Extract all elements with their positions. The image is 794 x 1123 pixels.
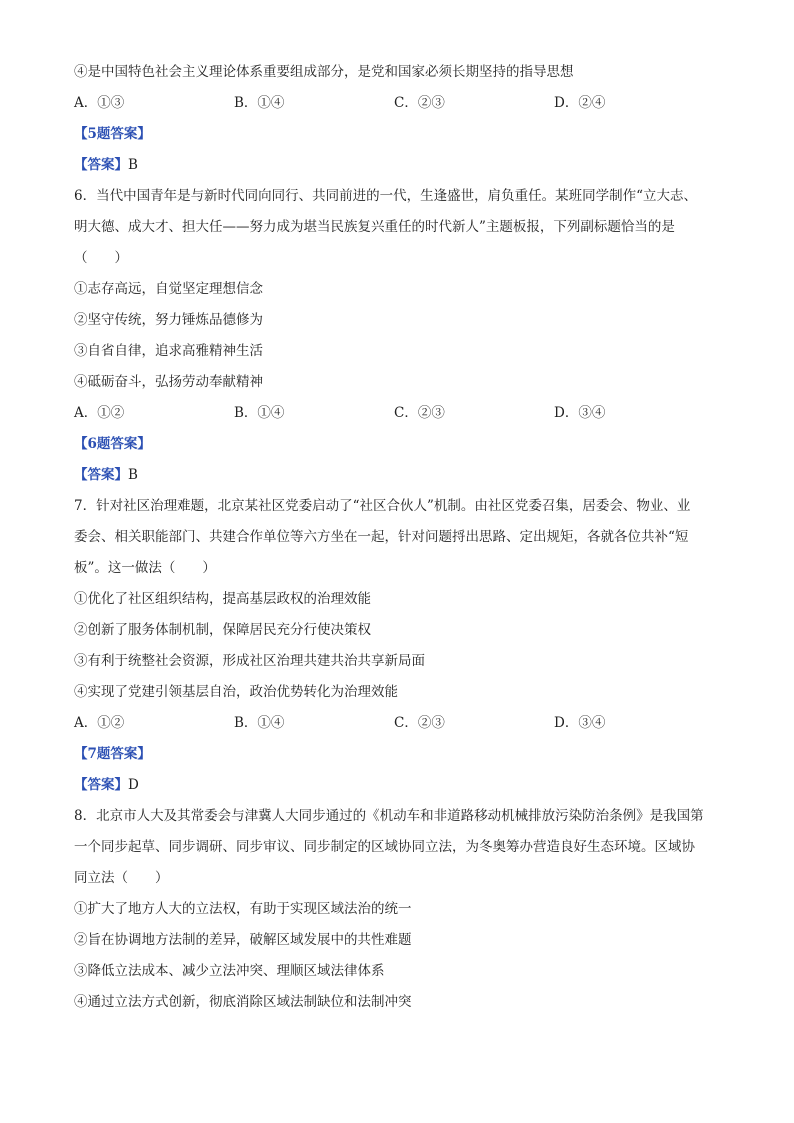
- q6-option-c: C．②③: [394, 405, 445, 421]
- q8-statement-3: ③降低立法成本、减少立法冲突、理顺区域法律体系: [74, 963, 385, 979]
- q8-statement-4: ④通过立法方式创新，彻底消除区域法制缺位和法制冲突: [74, 994, 412, 1010]
- q7-statement-1: ①优化了社区组织结构，提高基层政权的治理效能: [74, 591, 371, 607]
- q7-answer-tag: 【答案】: [74, 777, 128, 793]
- q6-option-b: B．①④: [234, 405, 285, 421]
- q6-stem-line-1: 6．当代中国青年是与新时代同向同行、共同前进的一代，生逢盛世，肩负重任。某班同学制作“立大志、: [74, 188, 697, 204]
- q7-option-a: A．①②: [74, 715, 125, 731]
- q6-answer-value: B: [128, 467, 138, 483]
- q7-option-b: B．①④: [234, 715, 285, 731]
- q8-stem-line-1: 8．北京市人大及其常委会与津冀人大同步通过的《机动车和非道路移动机械排放污染防治条例》是我国第: [74, 808, 704, 824]
- q8-statement-2: ②旨在协调地方法制的差异，破解区域发展中的共性难题: [74, 932, 412, 948]
- q5-answer: [74, 155, 734, 175]
- q5-answer-header: 【5题答案】: [74, 126, 151, 142]
- q7-answer-value: D: [128, 777, 139, 793]
- q6-option-d: D．③④: [554, 405, 606, 421]
- q6-answer-header: 【6题答案】: [74, 436, 151, 452]
- q5-option-b: B．①④: [234, 95, 285, 111]
- q7-statement-4: ④实现了党建引领基层自治，政治优势转化为治理效能: [74, 684, 398, 700]
- q7-answer-header: 【7题答案】: [74, 746, 151, 762]
- q7-stem-line-3: 板”。这一做法（ ）: [74, 560, 216, 576]
- q6-stem-line-3: （ ）: [74, 250, 128, 266]
- q6-option-a: A．①②: [74, 405, 125, 421]
- q6-stem-line-2: 明大德、成大才、担大任——努力成为堪当民族复兴重任的时代新人”主题板报，下列副标题恰当的是: [74, 219, 675, 235]
- q6-statement-4: ④砥砺奋斗，弘扬劳动奉献精神: [74, 374, 263, 390]
- q5-option-c: C．②③: [394, 95, 445, 111]
- q8-statement-1: ①扩大了地方人大的立法权，有助于实现区域法治的统一: [74, 901, 412, 917]
- q6-answer: [74, 465, 734, 485]
- q8-stem-line-2: 一个同步起草、同步调研、同步审议、同步制定的区域协同立法，为冬奥筹办营造良好生态环境。区域协: [74, 839, 695, 855]
- q7-stem-line-1: 7．针对社区治理难题，北京某社区党委启动了“社区合伙人”机制。由社区党委召集，居委会、物业、业: [74, 498, 691, 514]
- q5-option-d: D．②④: [554, 95, 606, 111]
- q6-options: [74, 403, 734, 423]
- q6-statement-2: ②坚守传统，努力锤炼品德修为: [74, 312, 263, 328]
- q5-option-a: A．①③: [74, 95, 125, 111]
- q5-statement-4: ④是中国特色社会主义理论体系重要组成部分，是党和国家必须长期坚持的指导思想: [74, 64, 574, 80]
- q8-stem-line-3: 同立法（ ）: [74, 870, 169, 886]
- document-page: [74, 62, 734, 1023]
- q6-statement-1: ①志存高远，自觉坚定理想信念: [74, 281, 263, 297]
- q7-answer: [74, 775, 734, 795]
- q7-stem-line-2: 委会、相关职能部门、共建合作单位等六方坐在一起，针对问题捋出思路、定出规矩，各就各位共补“短: [74, 529, 689, 545]
- q7-option-d: D．③④: [554, 715, 606, 731]
- q5-answer-tag: 【答案】: [74, 157, 128, 173]
- q7-statement-2: ②创新了服务体制机制，保障居民充分行使决策权: [74, 622, 371, 638]
- q6-statement-3: ③自省自律，追求高雅精神生活: [74, 343, 263, 359]
- q6-answer-tag: 【答案】: [74, 467, 128, 483]
- q5-options: [74, 93, 734, 113]
- q7-options: [74, 713, 734, 733]
- q7-statement-3: ③有利于统整社会资源，形成社区治理共建共治共享新局面: [74, 653, 425, 669]
- q5-answer-value: B: [128, 157, 138, 173]
- q7-option-c: C．②③: [394, 715, 445, 731]
